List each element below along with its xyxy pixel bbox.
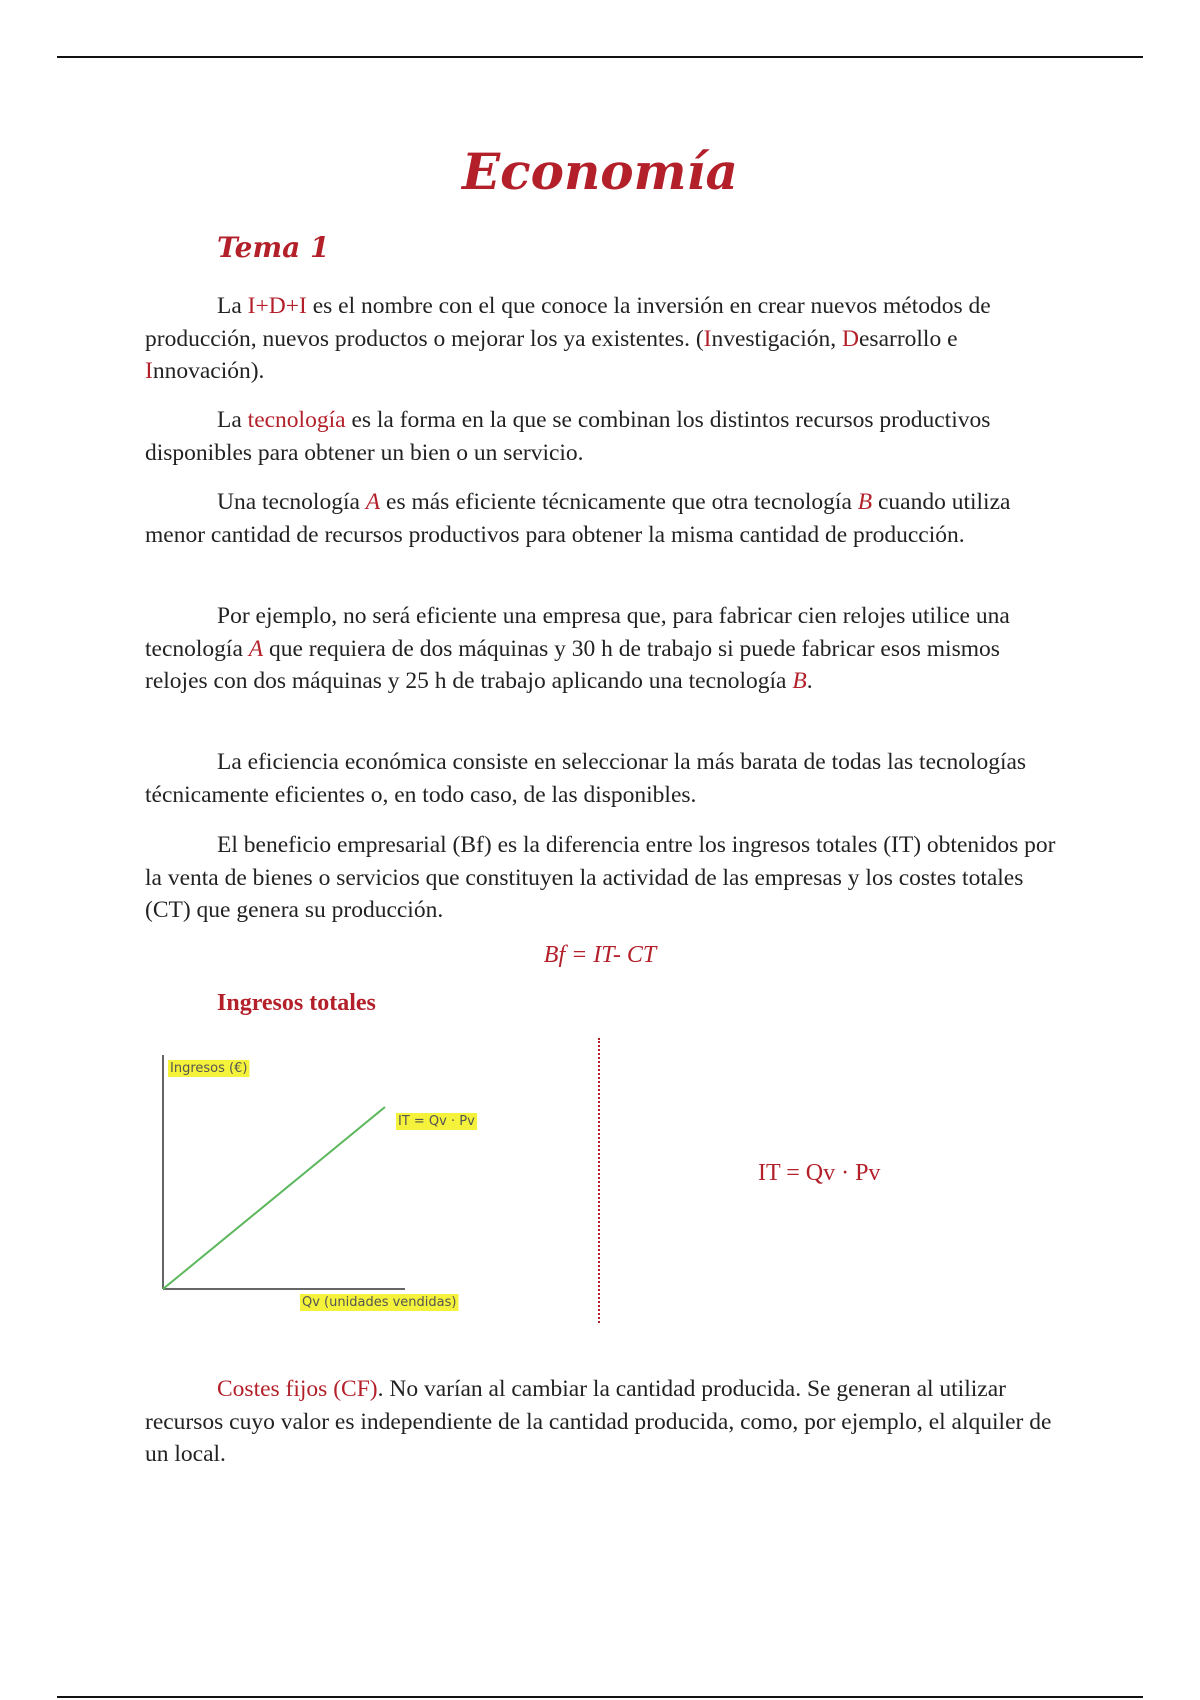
term-costes-fijos: Costes fijos (CF) [217,1376,378,1402]
x-axis-label: Qv (unidades vendidas) [302,1295,457,1310]
paragraph-idi: La I+D+I es el nombre con el que conoce la inversión en crear nuevos métodos de producción, nuevos productos o mejorar los ya existentes. (Investigación, Desarrollo e Innovación). [145,293,991,384]
series-line-it [163,1107,385,1289]
formula-ingresos: IT = Qv · Pv [758,1160,881,1186]
term-tecnologia: tecnología [247,407,346,433]
paragraph-tecnologia: La tecnología es la forma en la que se combinan los distintos recursos productivos disponibles para obtener un bien o un servicio. [145,407,991,466]
vertical-divider [598,1038,600,1323]
top-rule [57,56,1143,58]
topic-heading: Tema 1 [217,231,330,264]
y-axis-label: Ingresos (€) [170,1061,248,1076]
ingresos-chart [160,1050,500,1320]
series-label: IT = Qv · Pv [398,1114,475,1129]
page-title: Economía [462,142,738,201]
paragraph-eficiencia-economica: La eficiencia económica consiste en seleccionar la más barata de todas las tecnologías técnicamente eficientes o, en todo caso, de las disponibles. [145,749,1027,808]
bottom-rule [57,1696,1143,1698]
paragraph-costes-fijos: Costes fijos (CF). No varían al cambiar la cantidad producida. Se generan al utilizar recursos cuyo valor es independiente de la cantidad producida, como, por ejemplo, el alquiler de un local. [145,1376,1052,1467]
formula-beneficio: Bf = IT- CT [543,942,657,968]
paragraph-ejemplo: Por ejemplo, no será eficiente una empresa que, para fabricar cien relojes utilice una tecnología A que requiera de dos máquinas y 30 h de trabajo si puede fabricar esos mismos relojes con dos máquinas y 25 h de trabajo aplicando una tecnología B. [145,603,1010,694]
section-heading-ingresos: Ingresos totales [217,990,376,1016]
paragraph-eficiencia-tecnica: Una tecnología A es más eficiente técnicamente que otra tecnología B cuando utiliza menor cantidad de recursos productivos para obtener la misma cantidad de producción. [145,489,1011,548]
term-idi: I+D+I [247,293,307,319]
paragraph-beneficio: El beneficio empresarial (Bf) es la diferencia entre los ingresos totales (IT) obtenidos por la venta de bienes o servicios que constituyen la actividad de las empresas y los costes totales (CT) que genera su producción. [145,832,1056,923]
